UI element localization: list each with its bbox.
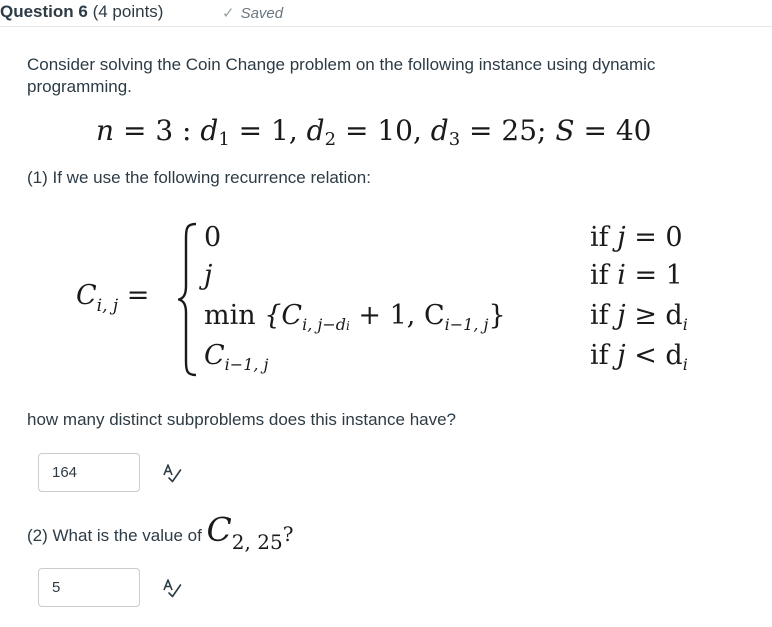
part2-question — [27, 510, 293, 554]
cond3-var: j — [617, 300, 626, 331]
cond4-var: j — [617, 340, 626, 371]
cond4-rel: < d — [634, 340, 683, 371]
part2-var-sub: 2, 25 — [231, 530, 283, 554]
case-expr-4 — [204, 340, 269, 374]
case3-open: {C — [264, 300, 303, 331]
case4-sub: i−1, j — [224, 355, 269, 374]
case-expr-2: j — [204, 260, 213, 291]
question-points: (4 points) — [92, 2, 164, 21]
cond1-rel: = 0 — [634, 222, 683, 253]
cond3-sub: i — [682, 315, 688, 334]
case3-sub2: i−1, j — [444, 315, 489, 334]
eq-n: n — [96, 114, 115, 147]
spellcheck-icon[interactable] — [161, 462, 183, 484]
answer-input-2[interactable]: 5 — [38, 568, 140, 607]
cond1-if: if — [590, 222, 609, 253]
lhs-sub: i, j — [96, 296, 119, 316]
case-cond-2 — [590, 260, 683, 291]
question-prompt: Consider solving the Coin Change problem on the following instance using dynamic programming. — [27, 55, 656, 96]
eq-d3-val: = 25; — [469, 114, 547, 147]
part1-label: (1) If we use the following recurrence relation: — [27, 168, 371, 187]
checkmark-icon: ✓ — [222, 5, 235, 22]
part2-label: (2) What is the value of — [27, 526, 202, 545]
answer-input-1[interactable]: 164 — [38, 453, 140, 492]
case-cond-4 — [590, 340, 688, 374]
cond2-var: i — [617, 260, 626, 291]
question-header — [0, 0, 772, 26]
lhs-eq: = — [126, 280, 150, 311]
recurrence-lhs — [76, 280, 149, 316]
case-cond-1 — [590, 222, 683, 253]
case3-sub1-a: i, j−d — [302, 315, 346, 334]
cond4-if: if — [590, 340, 609, 371]
case3-sub1 — [302, 315, 350, 334]
saved-status — [222, 4, 283, 22]
case-expr-1: 0 — [204, 222, 222, 253]
case3-mid: + 1, C — [358, 300, 445, 331]
cond3-if: if — [590, 300, 609, 331]
eq-d3: d — [430, 114, 449, 147]
eq-d1: d — [200, 114, 219, 147]
cond2-if: if — [590, 260, 609, 291]
saved-label: Saved — [240, 5, 284, 22]
eq-n-val: = 3 : — [122, 114, 192, 147]
case4-var: C — [204, 340, 225, 371]
eq-d3-sub: 3 — [448, 129, 461, 150]
cond3-rel: ≥ d — [634, 300, 683, 331]
case3-sub1-b: i — [345, 319, 350, 333]
question-number: Question 6 — [0, 2, 88, 21]
case3-close: } — [488, 300, 506, 331]
case-expr-3 — [204, 300, 506, 334]
eq-S: S — [555, 114, 575, 147]
eq-d2-sub: 2 — [324, 129, 337, 150]
eq-S-val: = 40 — [583, 114, 652, 147]
cond4-sub: i — [682, 355, 688, 374]
eq-d2-val: = 10, — [344, 114, 422, 147]
eq-d1-val: = 1, — [238, 114, 298, 147]
instance-equation — [96, 114, 651, 150]
part1-question: how many distinct subproblems does this instance have? — [27, 410, 457, 429]
header-divider — [0, 26, 772, 27]
cond1-var: j — [617, 222, 626, 253]
cond2-rel: = 1 — [634, 260, 683, 291]
part2-var: C — [206, 510, 232, 549]
case3-min: min — [204, 300, 256, 331]
lhs-var: C — [76, 280, 97, 311]
part2-qmark: ? — [282, 522, 294, 546]
question-title — [0, 2, 163, 22]
eq-d1-sub: 1 — [218, 129, 230, 150]
eq-d2: d — [306, 114, 325, 147]
cases-brace — [178, 222, 198, 377]
case-cond-3 — [590, 300, 688, 334]
spellcheck-icon[interactable] — [161, 577, 183, 599]
